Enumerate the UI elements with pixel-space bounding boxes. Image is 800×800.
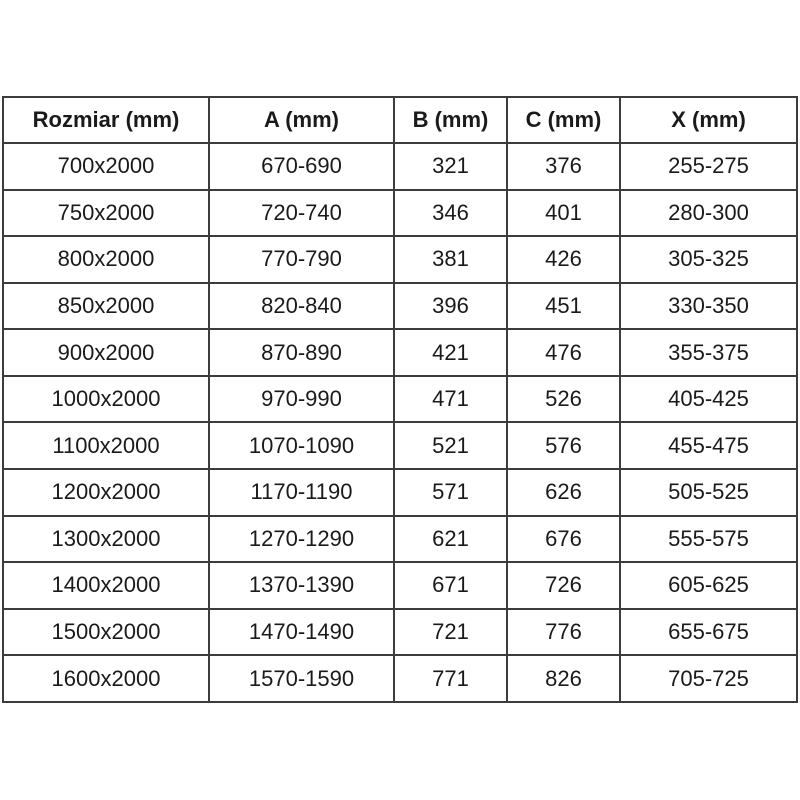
table-cell: 381 [394,236,507,283]
table-cell: 771 [394,655,507,702]
table-cell: 870-890 [209,329,394,376]
table-cell: 376 [507,143,620,190]
table-header [3,97,797,143]
table-cell: 476 [507,329,620,376]
table-cell: 1070-1090 [209,422,394,469]
table-cell: 750x2000 [3,190,209,237]
table-cell: 655-675 [620,609,797,656]
table-cell: 421 [394,329,507,376]
table-cell: 1100x2000 [3,422,209,469]
table-row [3,422,797,469]
header-cell: X (mm) [620,97,797,143]
table-cell: 670-690 [209,143,394,190]
table-body [3,143,797,702]
table-row [3,283,797,330]
table-cell: 405-425 [620,376,797,423]
table-cell: 705-725 [620,655,797,702]
table-cell: 850x2000 [3,283,209,330]
table-cell: 726 [507,562,620,609]
table-cell: 1570-1590 [209,655,394,702]
table-cell: 1370-1390 [209,562,394,609]
header-cell: A (mm) [209,97,394,143]
table-cell: 280-300 [620,190,797,237]
size-table [2,96,798,703]
table-cell: 1470-1490 [209,609,394,656]
table-cell: 330-350 [620,283,797,330]
table-cell: 671 [394,562,507,609]
header-row [3,97,797,143]
table-cell: 305-325 [620,236,797,283]
header-cell: B (mm) [394,97,507,143]
table-cell: 526 [507,376,620,423]
table-cell: 571 [394,469,507,516]
table-row [3,562,797,609]
table-cell: 621 [394,516,507,563]
table-cell: 776 [507,609,620,656]
table-cell: 900x2000 [3,329,209,376]
table-cell: 346 [394,190,507,237]
table-cell: 1170-1190 [209,469,394,516]
table-cell: 970-990 [209,376,394,423]
table-row [3,655,797,702]
table-cell: 1200x2000 [3,469,209,516]
table-cell: 471 [394,376,507,423]
header-cell: C (mm) [507,97,620,143]
table-row [3,143,797,190]
table-cell: 720-740 [209,190,394,237]
table-cell: 1400x2000 [3,562,209,609]
table-cell: 1500x2000 [3,609,209,656]
table-cell: 555-575 [620,516,797,563]
table-cell: 455-475 [620,422,797,469]
table-cell: 676 [507,516,620,563]
table-cell: 770-790 [209,236,394,283]
table-cell: 396 [394,283,507,330]
table-cell: 521 [394,422,507,469]
table-row [3,516,797,563]
table-cell: 1600x2000 [3,655,209,702]
table-cell: 700x2000 [3,143,209,190]
table-cell: 605-625 [620,562,797,609]
table-row [3,236,797,283]
table-cell: 451 [507,283,620,330]
table-cell: 626 [507,469,620,516]
table-row [3,469,797,516]
table-cell: 1300x2000 [3,516,209,563]
table-row [3,376,797,423]
table-cell: 800x2000 [3,236,209,283]
table-cell: 401 [507,190,620,237]
table-cell: 1000x2000 [3,376,209,423]
table-cell: 826 [507,655,620,702]
table-cell: 820-840 [209,283,394,330]
table-row [3,609,797,656]
table-cell: 426 [507,236,620,283]
table-cell: 576 [507,422,620,469]
table-cell: 721 [394,609,507,656]
table-cell: 355-375 [620,329,797,376]
table-row [3,190,797,237]
table-cell: 505-525 [620,469,797,516]
header-cell: Rozmiar (mm) [3,97,209,143]
table-cell: 255-275 [620,143,797,190]
table-cell: 321 [394,143,507,190]
table-row [3,329,797,376]
table-cell: 1270-1290 [209,516,394,563]
